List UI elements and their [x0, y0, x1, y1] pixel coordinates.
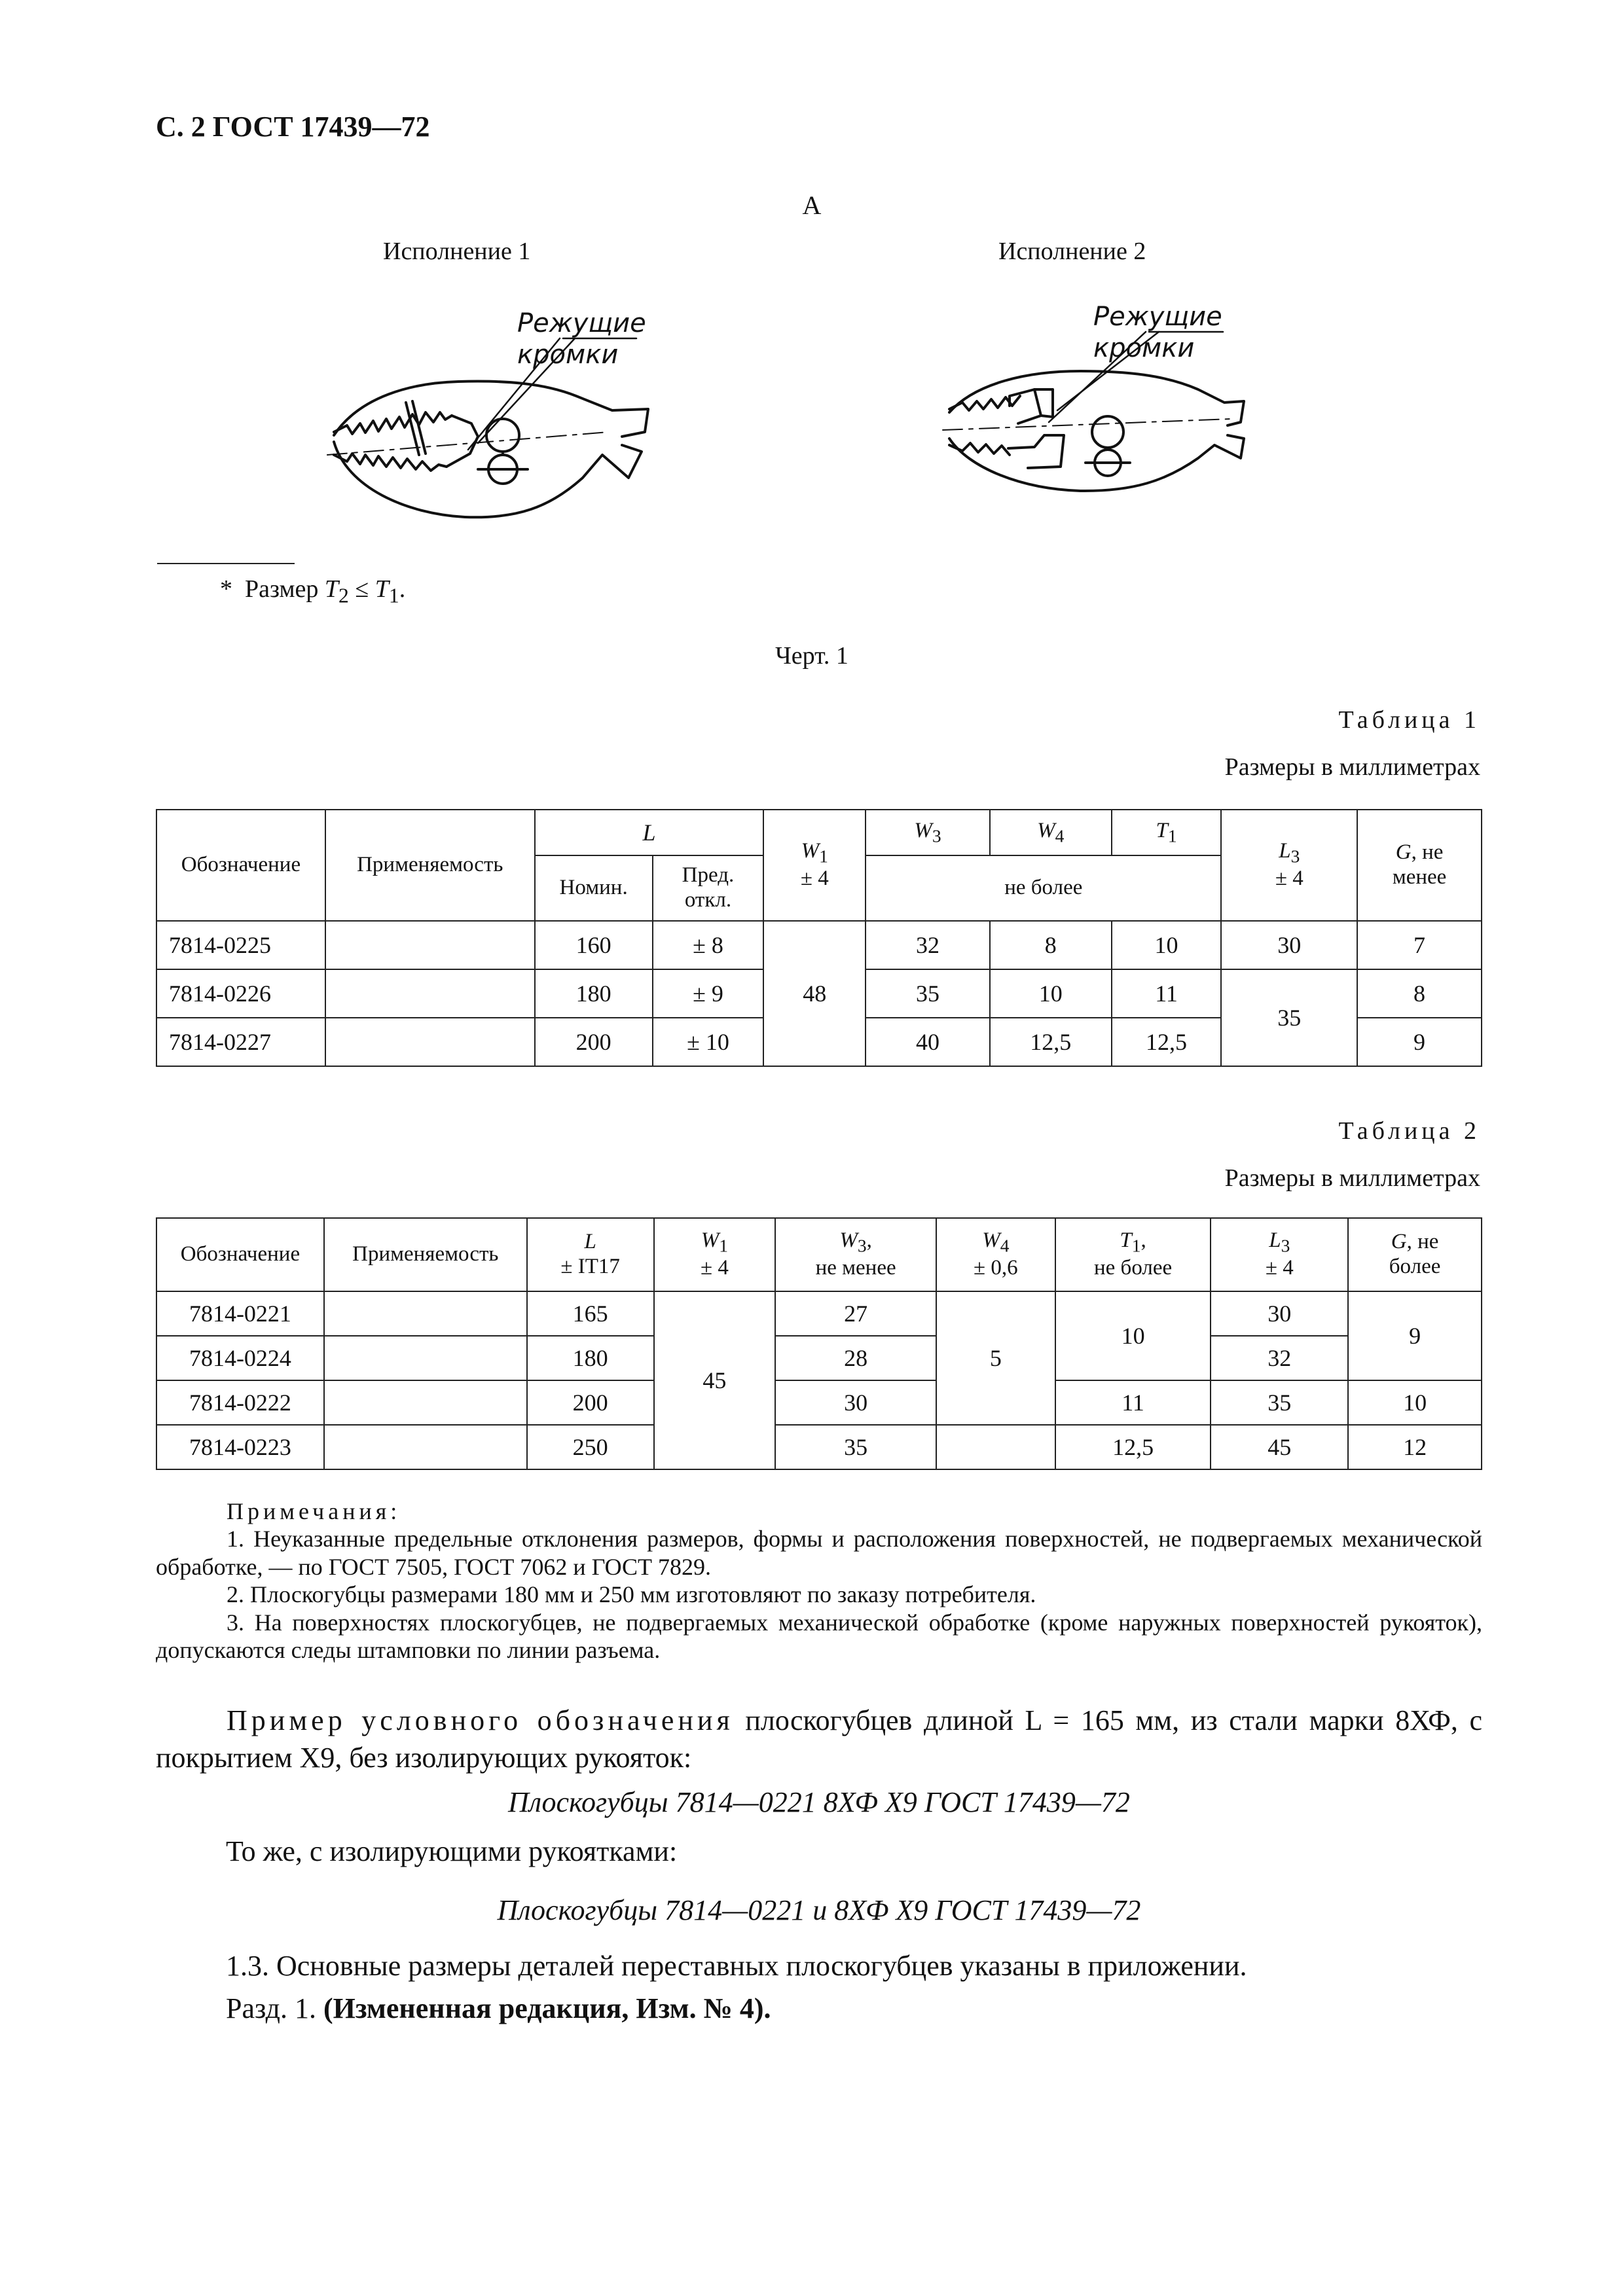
footnote-marker: *: [220, 575, 232, 603]
th-L-nom: Номин.: [535, 855, 653, 921]
cell-W3: 30: [775, 1380, 936, 1425]
callout-label-2: кромки: [517, 340, 619, 370]
cell-W4: 10: [990, 969, 1112, 1018]
footnote: * Размер $T_2 \le T_1$.: [220, 575, 406, 607]
footnote-divider: [157, 563, 295, 564]
th-W1: $W_1$ ± 4: [654, 1218, 776, 1291]
th-L3: $L_3$ ± 4: [1211, 1218, 1348, 1291]
th-L3: $L_3$ ± 4: [1221, 810, 1357, 921]
cell-T1: 12,5: [1112, 1018, 1222, 1066]
cell-code: 7814-0226: [156, 969, 325, 1018]
cell-T1: 10: [1112, 921, 1222, 969]
table-row: [156, 1291, 1482, 1336]
pliers-variant1-drawing: [321, 298, 661, 533]
cell-W3: 32: [866, 921, 990, 969]
cell-app: [325, 969, 535, 1018]
variant2-label: Исполнение 2: [998, 238, 1146, 265]
cell-code: 7814-0225: [156, 921, 325, 969]
cell-G: 8: [1357, 969, 1482, 1018]
notes-title: Примечания:: [227, 1498, 401, 1524]
footnote-text: Размер: [245, 575, 319, 603]
cell-dev: ± 9: [653, 969, 764, 1018]
cell-L: 180: [527, 1336, 654, 1380]
cell-T1: 11: [1055, 1380, 1211, 1425]
cell-code: 7814-0223: [156, 1425, 324, 1469]
cell-W3: 27: [775, 1291, 936, 1336]
cell-code: 7814-0221: [156, 1291, 324, 1336]
cell-L3: 30: [1221, 921, 1357, 969]
cell-L3: 30: [1211, 1291, 1348, 1336]
cell-dev: ± 10: [653, 1018, 764, 1066]
variant1-label: Исполнение 1: [383, 238, 531, 265]
th-G: G, не более: [1348, 1218, 1482, 1291]
cell-code: 7814-0222: [156, 1380, 324, 1425]
example-text: плоскогубцев длиной L = 165 мм, из стали марки 8ХФ, с покрытием Х9, без изолирующих рукояток:: [156, 1704, 1482, 1774]
callout-label-1: Режущие: [1093, 302, 1222, 332]
table-row: [156, 1336, 1482, 1380]
cell-G: 9: [1348, 1291, 1482, 1380]
cell-app: [324, 1380, 527, 1425]
paragraph-1-3: 1.3. Основные размеры деталей переставных плоскогубцев указаны в приложении.: [226, 1950, 1247, 1982]
cell-L: 200: [535, 1018, 653, 1066]
callout-label-2: кромки: [1093, 333, 1195, 363]
cell-L: 165: [527, 1291, 654, 1336]
cell-L: 250: [527, 1425, 654, 1469]
revision-bold: (Измененная редакция, Изм. № 4).: [323, 1992, 771, 2024]
cell-dev: ± 8: [653, 921, 764, 969]
example-same: То же, с изолирующими рукоятками:: [226, 1835, 678, 1867]
th-T1: $T_1$: [1112, 810, 1222, 855]
cell-code: 7814-0227: [156, 1018, 325, 1066]
th-designation: Обозначение: [156, 1218, 324, 1291]
callout-label-1: Режущие: [517, 308, 646, 338]
cell-L3: 45: [1211, 1425, 1348, 1469]
view-label: А: [802, 190, 822, 220]
cell-app: [324, 1336, 527, 1380]
th-W4: $W_4$ ± 0,6: [936, 1218, 1055, 1291]
cell-app: [324, 1425, 527, 1469]
th-W4: $W_4$: [990, 810, 1112, 855]
cell-W3: 35: [775, 1425, 936, 1469]
note-2: 2. Плоскогубцы размерами 180 мм и 250 мм изготовляют по заказу потребителя.: [227, 1581, 1036, 1608]
cell-W4: 8: [990, 921, 1112, 969]
example-lead: Пример условного обозначения: [227, 1704, 734, 1736]
cell-L3: 35: [1221, 969, 1357, 1066]
figure-caption: Черт. 1: [775, 642, 848, 670]
th-L: L: [535, 810, 764, 855]
cell-L: 160: [535, 921, 653, 969]
cell-L3: 35: [1211, 1380, 1348, 1425]
cell-L: 200: [527, 1380, 654, 1425]
example-designation-2: Плоскогубцы 7814—0221 и 8ХФ Х9 ГОСТ 17439—72: [497, 1894, 1141, 1926]
cell-T1: 11: [1112, 969, 1222, 1018]
cell-W1: 48: [763, 921, 866, 1066]
cell-W3: 40: [866, 1018, 990, 1066]
note-3: 3. На поверхностях плоскогубцев, не подвергаемых механической обработке (кроме наружных поверхностей рукояток), допускаются следы штамповки по линии разъема.: [156, 1609, 1482, 1664]
page-header: С. 2 ГОСТ 17439—72: [156, 111, 430, 143]
cell-app: [325, 921, 535, 969]
example-designation-1: Плоскогубцы 7814—0221 8ХФ Х9 ГОСТ 17439—72: [508, 1786, 1130, 1818]
cell-W4: 5: [936, 1291, 1055, 1425]
cell-G: 10: [1348, 1380, 1482, 1425]
th-L: L ± IT17: [527, 1218, 654, 1291]
cell-app: [325, 1018, 535, 1066]
cell-T1: 10: [1055, 1291, 1211, 1380]
th-max-note: не более: [866, 855, 1221, 921]
table-row: [156, 1425, 1482, 1469]
revision-note: [226, 1990, 771, 2027]
cell-W1: 45: [654, 1291, 776, 1469]
notes: [156, 1498, 1482, 1664]
table1-units: Размеры в миллиметрах: [1224, 753, 1480, 781]
cell-code: 7814-0224: [156, 1336, 324, 1380]
th-applicability: Применяемость: [324, 1218, 527, 1291]
cell-L3: 32: [1211, 1336, 1348, 1380]
th-W1: $W_1$ ± 4: [763, 810, 866, 921]
cell-G: 12: [1348, 1425, 1482, 1469]
example-paragraph: [156, 1702, 1482, 1776]
cell-L: 180: [535, 969, 653, 1018]
table1: [156, 809, 1482, 1067]
pliers-variant2-drawing: [936, 298, 1277, 514]
table-row: [156, 1380, 1482, 1425]
cell-app: [324, 1291, 527, 1336]
cell-G: 9: [1357, 1018, 1482, 1066]
th-G: G, не менее: [1357, 810, 1482, 921]
note-1: 1. Неуказанные предельные отклонения размеров, формы и расположения поверхностей, не подвергаемых механической обработке, — по ГОСТ 7505, ГОСТ 7062 и ГОСТ 7829.: [156, 1526, 1482, 1580]
th-T1: $T_1$, не более: [1055, 1218, 1211, 1291]
table1-caption: Таблица 1: [1338, 706, 1480, 734]
table-row: [156, 921, 1482, 969]
th-designation: Обозначение: [156, 810, 325, 921]
th-W3: $W_3$, не менее: [775, 1218, 936, 1291]
revision-prefix: Разд. 1.: [226, 1992, 323, 2024]
table2-caption: Таблица 2: [1338, 1117, 1480, 1145]
cell-T1: 12,5: [1055, 1425, 1211, 1469]
th-applicability: Применяемость: [325, 810, 535, 921]
cell-W3: 28: [775, 1336, 936, 1380]
th-L-dev: Пред. откл.: [653, 855, 764, 921]
cell-G: 7: [1357, 921, 1482, 969]
cell-W4: 12,5: [990, 1018, 1112, 1066]
cell-W3: 35: [866, 969, 990, 1018]
table2-units: Размеры в миллиметрах: [1224, 1164, 1480, 1192]
th-W3: $W_3$: [866, 810, 990, 855]
table2: [156, 1217, 1482, 1470]
